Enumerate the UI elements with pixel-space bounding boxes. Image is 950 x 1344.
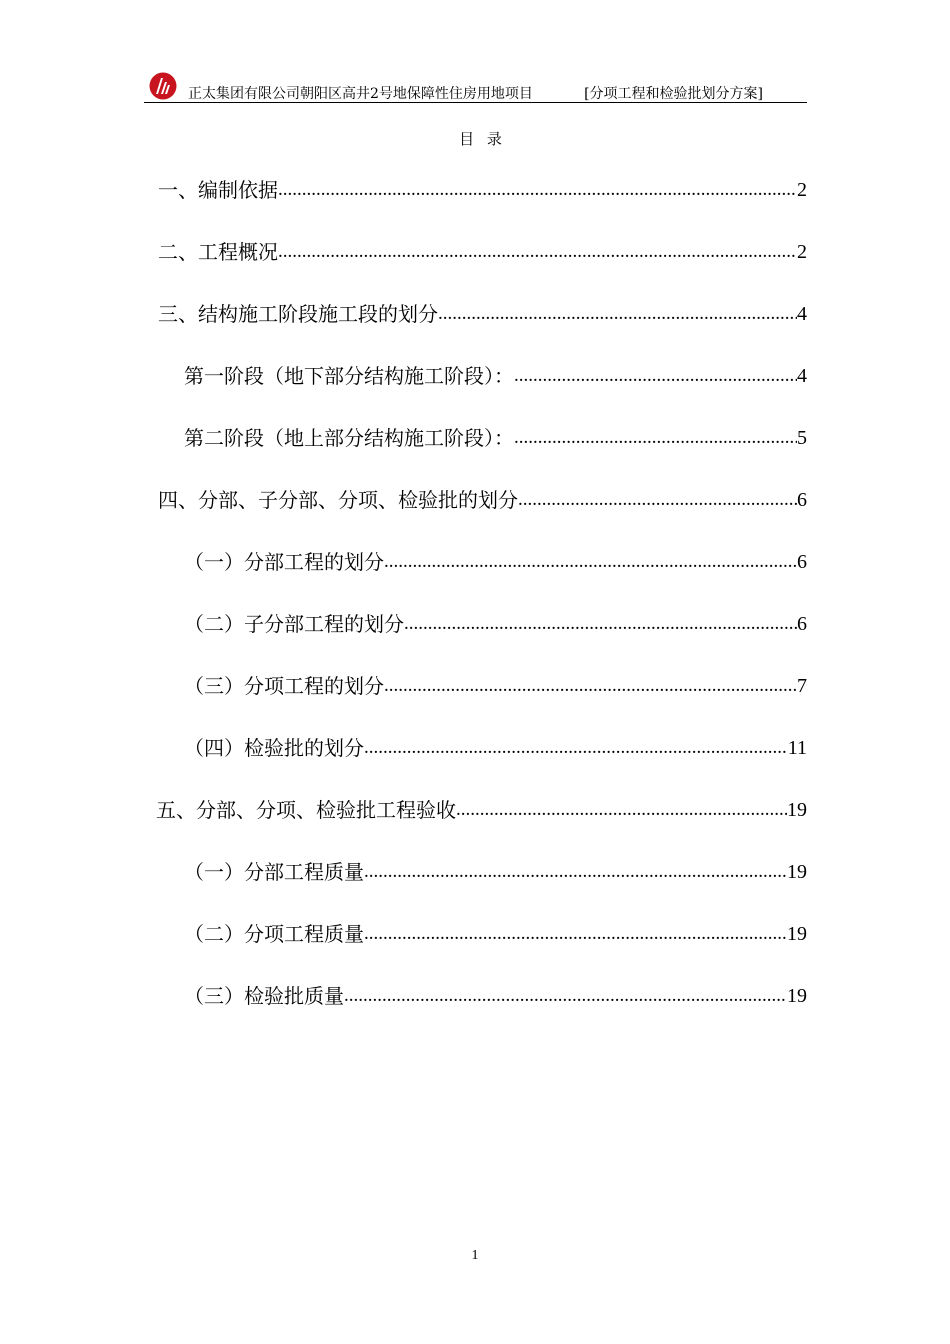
toc-entry[interactable] [158,238,807,266]
toc-entry-page: 4 [797,303,807,325]
toc-entry-page: 4 [797,365,807,387]
toc-entry-label: 五、分部、分项、检验批工程验收 [156,798,456,822]
toc-entry[interactable] [184,734,807,762]
toc-entry[interactable] [184,858,807,886]
toc-title: 目 录 [459,130,506,148]
toc-entry[interactable] [158,176,807,204]
toc-entry[interactable] [184,548,807,576]
toc-leader-dots [438,300,797,328]
toc-entry-page: 2 [797,241,807,263]
toc-entry-label: 四、分部、子分部、分项、检验批的划分 [158,488,518,512]
page-header [144,68,807,103]
toc-leader-dots [278,176,797,204]
toc-entry[interactable] [158,486,807,514]
toc-entry-page: 19 [787,861,807,883]
toc-entry-label: 二、工程概况 [158,240,278,264]
toc-leader-dots [364,734,788,762]
toc-entry[interactable] [184,424,807,452]
toc-entry-label: （一）分部工程的划分 [184,550,384,574]
toc-entry-page: 6 [797,551,807,573]
toc-entry-label: 一、编制依据 [158,178,278,202]
page-number: 1 [471,1248,479,1263]
toc-entry-page: 19 [787,985,807,1007]
toc-entry-page: 19 [787,799,807,821]
header-document-name: [分项工程和检验批划分方案] [584,86,763,102]
header-project-name: 正太集团有限公司朝阳区高井2号地保障性住房用地项目 [188,86,533,102]
toc-entry-page: 7 [797,675,807,697]
toc-entry-label: 第二阶段（地上部分结构施工阶段）： [184,426,514,450]
toc-entry-label: （一）分部工程质量 [184,860,364,884]
toc-leader-dots [278,238,797,266]
toc-entry[interactable] [184,672,807,700]
toc-entry-page: 6 [797,489,807,511]
toc-leader-dots [514,424,797,452]
toc-entry-page: 2 [797,179,807,201]
toc-entry-label: （四）检验批的划分 [184,736,364,760]
toc-leader-dots [364,920,787,948]
toc-entry[interactable] [184,610,807,638]
toc-entry[interactable] [158,300,807,328]
toc-leader-dots [384,672,797,700]
toc-leader-dots [404,610,797,638]
toc-entry-page: 19 [787,923,807,945]
toc-entry-label: 第一阶段（地下部分结构施工阶段）： [184,364,514,388]
toc-leader-dots [456,796,787,824]
toc-leader-dots [344,982,787,1010]
toc-entry-page: 5 [797,427,807,449]
toc-entry-label: （三）分项工程的划分 [184,674,384,698]
toc-entry-page: 11 [787,737,807,759]
toc-entry[interactable] [184,920,807,948]
toc-leader-dots [364,858,787,886]
toc-leader-dots [518,486,797,514]
company-logo-icon [149,72,177,100]
toc-entry-page: 6 [797,613,807,635]
toc-entry[interactable] [156,796,807,824]
toc-entry-label: （二）子分部工程的划分 [184,612,404,636]
toc-leader-dots [514,362,797,390]
toc-leader-dots [384,548,797,576]
toc-entry-label: 三、结构施工阶段施工段的划分 [158,302,438,326]
toc-entry[interactable] [184,982,807,1010]
toc-entry-label: （三）检验批质量 [184,984,344,1008]
toc-entry[interactable] [184,362,807,390]
toc-entry-label: （二）分项工程质量 [184,922,364,946]
